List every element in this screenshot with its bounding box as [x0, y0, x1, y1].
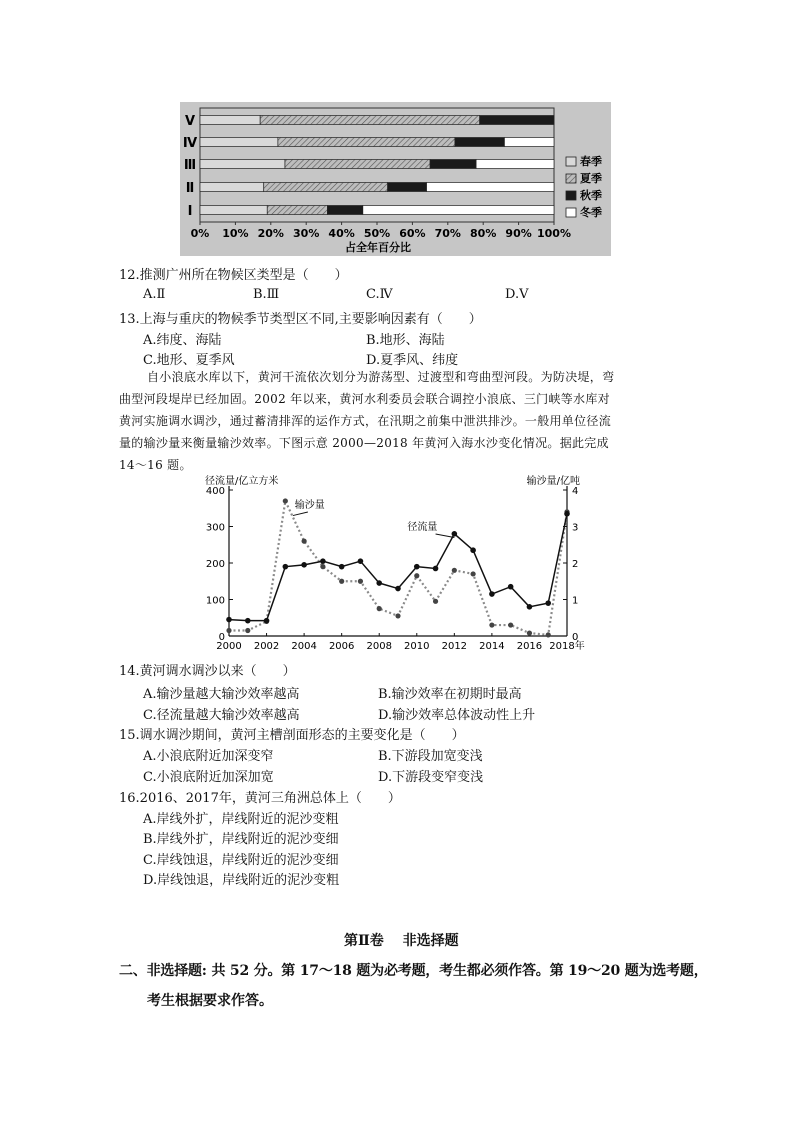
legend-label: 冬季 — [580, 206, 602, 219]
q12-option-c: C.Ⅳ — [366, 287, 393, 302]
category-label: Ⅰ — [187, 204, 193, 219]
sediment-point — [508, 622, 513, 627]
x-tick-label: 10% — [222, 227, 249, 240]
sediment-point — [395, 613, 400, 618]
bar-夏季-5 — [267, 206, 327, 215]
runoff-point — [414, 564, 420, 570]
q16-option-b: B.岸线外扩，岸线附近的泥沙变细 — [143, 832, 339, 847]
sediment-point — [320, 564, 325, 569]
bar-春季-4 — [200, 183, 264, 192]
series-label-sediment: 输沙量 — [294, 500, 325, 511]
bar-春季-1 — [200, 116, 260, 125]
question-12-stem: 12.推测广州所在物候区类型是（ ） — [119, 268, 348, 283]
x-tick-label: 30% — [293, 227, 320, 240]
sediment-point — [471, 571, 476, 576]
x-tick-label: 2006 — [328, 641, 355, 652]
q12-option-b: B.Ⅲ — [253, 287, 280, 302]
bar-春季-2 — [200, 138, 278, 147]
passage-line: 自小浪底水库以下，黄河干流依次划分为游荡型、过渡型和弯曲型河段。为防决堤，弯 — [147, 370, 615, 384]
q14-option-c: C.径流量越大输沙效率越高 — [143, 708, 300, 723]
sediment-point — [339, 579, 344, 584]
runoff-leader-line — [436, 534, 455, 537]
x-tick-label: 2012 — [441, 641, 468, 652]
left-y-tick-label: 0 — [218, 632, 225, 643]
runoff-point — [245, 618, 251, 624]
runoff-point — [489, 591, 495, 597]
bar-夏季-4 — [264, 183, 388, 192]
phenology-bar-chart — [180, 102, 611, 256]
question-15-stem: 15.调水调沙期间，黄河主槽剖面形态的主要变化是（ ） — [119, 728, 465, 743]
x-tick-label: 70% — [434, 227, 461, 240]
sediment-point — [358, 579, 363, 584]
right-y-tick-label: 1 — [572, 595, 579, 607]
legend-label: 秋季 — [580, 189, 602, 202]
x-tick-label: 2016 — [516, 641, 543, 652]
left-y-tick-label: 300 — [205, 522, 225, 534]
runoff-point — [339, 564, 345, 570]
q14-option-d: D.输沙效率总体波动性上升 — [378, 708, 536, 723]
x-tick-label: 0% — [190, 227, 210, 240]
legend-swatch — [566, 208, 576, 217]
runoff-point — [508, 584, 514, 590]
category-label: Ⅳ — [182, 136, 198, 151]
q14-option-b: B.输沙效率在初期时最高 — [378, 687, 522, 702]
sediment-point — [245, 628, 250, 633]
section-instruction-line1: 二、非选择题: 共 52 分。第 17～18 题为必考题，考生都必须作答。第 19～20 题为选考题， — [119, 963, 708, 979]
x-tick-label: 2000 — [216, 641, 242, 652]
q15-option-b: B.下游段加宽变浅 — [378, 749, 483, 764]
x-tick-label: 2010 — [404, 641, 430, 652]
question-13-stem: 13.上海与重庆的物候季节类型区不同,主要影响因素有（ ） — [119, 312, 482, 327]
runoff-line — [229, 514, 567, 621]
sediment-point — [433, 599, 438, 604]
bar-冬季-2 — [504, 138, 554, 147]
q15-option-c: C.小浪底附近加深加宽 — [143, 770, 274, 785]
runoff-point — [264, 618, 270, 624]
q13-option-d: D.夏季风、纬度 — [366, 353, 459, 368]
passage-line: 14～16 题。 — [119, 458, 192, 472]
right-y-tick-label: 3 — [572, 522, 579, 534]
sediment-point — [377, 606, 382, 611]
bar-冬季-5 — [363, 206, 554, 215]
bar-秋季-4 — [388, 183, 427, 192]
legend-swatch — [566, 191, 576, 200]
chart2-left-axis-title: 径流量/亿立方米 — [205, 476, 279, 487]
category-label: Ⅴ — [184, 114, 196, 129]
passage-line: 量的输沙量来衡量输沙效率。下图示意 2000—2018 年黄河入海水沙变化情况。据此完成 — [119, 436, 609, 450]
runoff-point — [433, 566, 439, 572]
passage-line: 黄河实施调水调沙，通过蓄清排浑的运作方式，在汛期之前集中泄洪排沙。一般用单位径流 — [119, 414, 612, 428]
runoff-point — [395, 586, 401, 592]
chart2-right-axis-title: 输沙量/亿吨 — [526, 476, 580, 487]
x-tick-label: 60% — [399, 227, 426, 240]
section-title: 第Ⅱ卷 非选择题 — [344, 933, 459, 949]
category-label: Ⅱ — [185, 181, 195, 196]
passage — [119, 366, 679, 476]
sediment-point — [226, 628, 231, 633]
left-y-tick-label: 100 — [205, 595, 225, 607]
passage-line: 曲型河段堤岸已经加固。2002 年以来，黄河水利委员会联合调控小浪底、三门峡等水库对 — [119, 392, 610, 406]
sediment-point — [527, 630, 532, 635]
series-label-runoff: 径流量 — [407, 522, 438, 533]
section-instruction-line2: 考生根据要求作答。 — [147, 993, 273, 1009]
q12-option-a: A.Ⅱ — [143, 287, 166, 302]
left-y-tick-label: 200 — [205, 559, 225, 570]
sediment-point — [283, 498, 288, 503]
runoff-point — [564, 511, 570, 517]
x-tick-label: 50% — [363, 227, 391, 240]
runoff-point — [376, 580, 382, 586]
x-tick-label: 2014 — [479, 641, 505, 652]
q15-option-d: D.下游段变窄变浅 — [378, 770, 484, 785]
q13-option-a: A.纬度、海陆 — [143, 333, 222, 348]
legend-label: 春季 — [580, 155, 602, 168]
category-label: Ⅲ — [183, 158, 197, 173]
bar-夏季-1 — [260, 116, 479, 125]
sediment-point — [452, 568, 457, 573]
q12-option-d: D.Ⅴ — [505, 287, 529, 302]
bar-秋季-2 — [455, 138, 505, 147]
right-y-tick-label: 0 — [572, 632, 579, 643]
right-y-tick-label: 2 — [572, 559, 579, 570]
bar-秋季-5 — [327, 206, 362, 215]
bar-秋季-3 — [430, 160, 476, 169]
sediment-point — [546, 632, 551, 637]
bar-春季-3 — [200, 160, 285, 169]
bar-春季-5 — [200, 206, 267, 215]
bar-冬季-4 — [427, 183, 554, 192]
x-tick-label: 40% — [328, 227, 355, 240]
x-tick-label: 2008 — [366, 641, 392, 652]
legend-label: 夏季 — [580, 172, 602, 185]
question-16-stem: 16.2016、2017年，黄河三角洲总体上（ ） — [119, 791, 401, 806]
q15-option-a: A.小浪底附近加深变窄 — [143, 749, 274, 764]
runoff-point — [320, 558, 326, 564]
x-tick-label: 80% — [470, 227, 497, 240]
q16-option-c: C.岸线蚀退，岸线附近的泥沙变细 — [143, 853, 339, 868]
right-y-tick-label: 4 — [572, 486, 579, 497]
runoff-point — [470, 547, 476, 553]
runoff-point — [226, 617, 232, 623]
q13-option-b: B.地形、海陆 — [366, 333, 445, 348]
runoff-point — [283, 564, 289, 570]
legend-swatch — [566, 174, 576, 183]
runoff-point — [358, 558, 364, 564]
bar-夏季-2 — [278, 138, 455, 147]
x-tick-label: 20% — [257, 227, 284, 240]
x-tick-label: 100% — [537, 227, 571, 240]
bar-秋季-1 — [480, 116, 554, 125]
runoff-point — [545, 600, 551, 606]
x-tick-label: 90% — [505, 227, 532, 240]
sediment-point — [489, 622, 494, 627]
runoff-sediment-line-chart — [195, 470, 625, 654]
chart1-x-axis-label: 占全年百分比 — [345, 241, 411, 254]
q14-option-a: A.输沙量越大输沙效率越高 — [143, 687, 300, 702]
runoff-point — [527, 604, 533, 610]
x-tick-label: 2002 — [253, 641, 280, 652]
q16-option-d: D.岸线蚀退，岸线附近的泥沙变粗 — [143, 873, 340, 888]
x-tick-label: 2018年 — [549, 641, 585, 652]
q16-option-a: A.岸线外扩，岸线附近的泥沙变粗 — [143, 812, 339, 827]
sediment-point — [302, 539, 307, 544]
x-tick-label: 2004 — [291, 641, 317, 652]
legend-swatch — [566, 157, 576, 166]
sediment-point — [414, 573, 419, 578]
left-y-tick-label: 400 — [205, 486, 225, 497]
q13-option-c: C.地形、夏季风 — [143, 353, 235, 368]
runoff-point — [452, 531, 458, 537]
bar-夏季-3 — [285, 160, 430, 169]
sediment-leader-line — [293, 512, 308, 516]
question-14-stem: 14.黄河调水调沙以来（ ） — [119, 664, 296, 679]
bar-冬季-3 — [476, 160, 554, 169]
runoff-point — [301, 562, 307, 568]
